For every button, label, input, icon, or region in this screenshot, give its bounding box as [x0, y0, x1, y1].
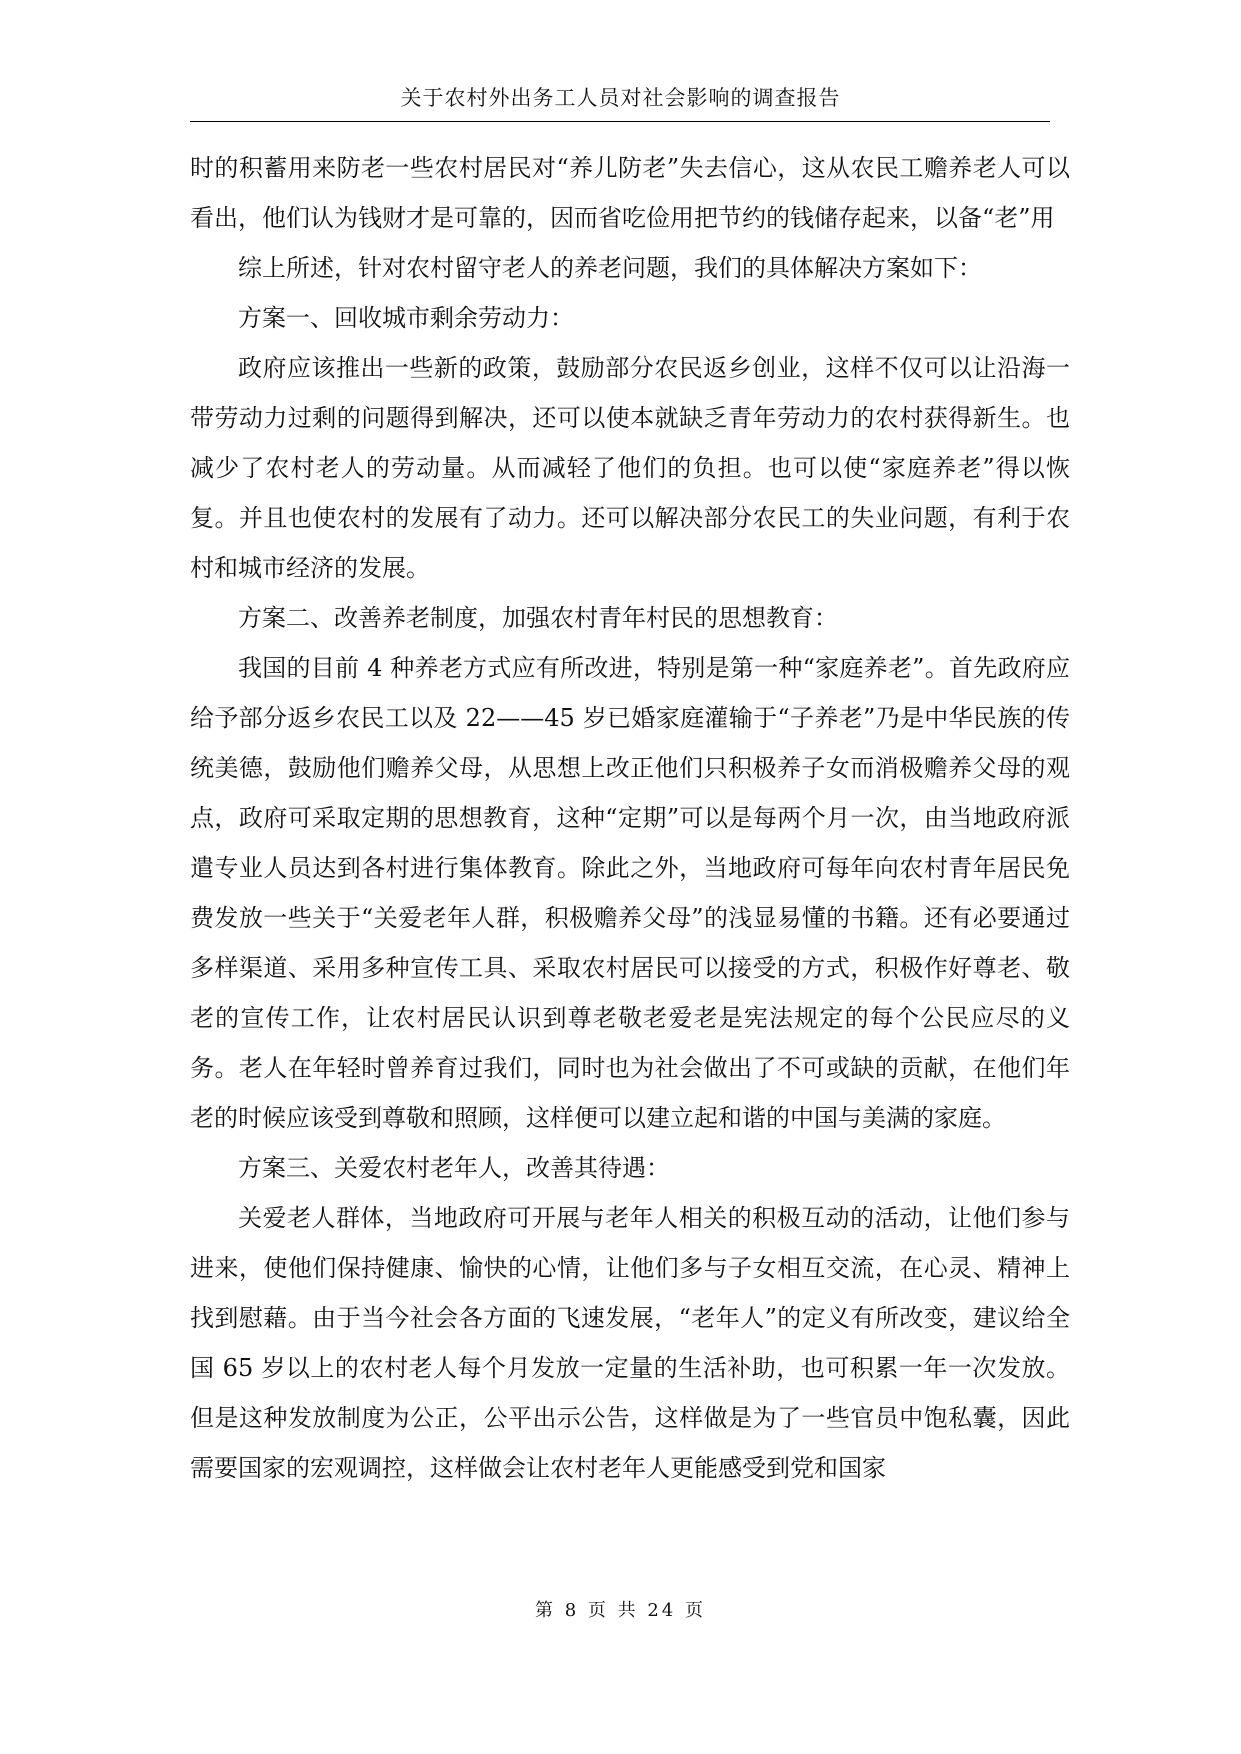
document-body — [190, 143, 1070, 1493]
paragraph-plan-two: 我国的目前 4 种养老方式应有所改进，特别是第一种“家庭养老”。首先政府应给予部分返乡农民工以及 22——45 岁已婚家庭灌输于“子养老”乃是中华民族的传统美德，鼓励他们赡养父母，从思想上改正他们只积极养子女而消极赡养父母的观点，政府可采取定期的思想教育，这种“定期”可以是每两个月一次，由当地政府派遣专业人员达到各村进行集体教育。除此之外，当地政府可每年向农村青年居民免费发放一些关于“关爱老年人群，积极赡养父母”的浅显易懂的书籍。还有必要通过多样渠道、采用多种宣传工具、采取农村居民可以接受的方式，积极作好尊老、敬老的宣传工作，让农村居民认识到尊老敬老爱老是宪法规定的每个公民应尽的义务。老人在年轻时曾养育过我们，同时也为社会做出了不可或缺的贡献，在他们年老的时候应该受到尊敬和照顾，这样便可以建立起和谐的中国与美满的家庭。 — [190, 654, 1070, 1132]
header-divider — [190, 121, 1050, 122]
heading-plan-three: 方案三、关爱农村老年人，改善其待遇： — [238, 1154, 670, 1182]
page-number-footer: 第 8 页 共 24 页 — [535, 1600, 706, 1621]
paragraph-plan-three: 关爱老人群体，当地政府可开展与老年人相关的积极互动的活动，让他们参与进来，使他们保持健康、愉快的心情，让他们多与子女相互交流，在心灵、精神上找到慰藉。由于当今社会各方面的飞速发展，“老年人”的定义有所改变，建议给全国 65 岁以上的农村老人每个月发放一定量的生活补助，也可积累一年一次发放。但是这种发放制度为公正，公平出示公告，这样做是为了一些官员中饱私囊，因此需要国家的宏观调控，这样做会让农村老年人更能感受到党和国家 — [190, 1204, 1070, 1482]
heading-plan-one: 方案一、回收城市剩余劳动力： — [238, 304, 574, 332]
heading-plan-two: 方案二、改善养老制度，加强农村青年村民的思想教育： — [238, 604, 838, 632]
paragraph-summary: 综上所述，针对农村留守老人的养老问题，我们的具体解决方案如下： — [238, 254, 982, 282]
paragraph-plan-one: 政府应该推出一些新的政策，鼓励部分农民返乡创业，这样不仅可以让沿海一带劳动力过剩的问题得到解决，还可以使本就缺乏青年劳动力的农村获得新生。也减少了农村老人的劳动量。从而减轻了他们的负担。也可以使“家庭养老”得以恢复。并且也使农村的发展有了动力。还可以解决部分农民工的失业问题，有利于农村和城市经济的发展。 — [190, 354, 1070, 582]
page-header-title: 关于农村外出务工人员对社会影响的调查报告 — [400, 86, 841, 110]
paragraph-continuation: 时的积蓄用来防老一些农村居民对“养儿防老”失去信心，这从农民工赡养老人可以看出，他们认为钱财才是可靠的，因而省吃俭用把节约的钱储存起来，以备“老”用 — [190, 154, 1070, 232]
